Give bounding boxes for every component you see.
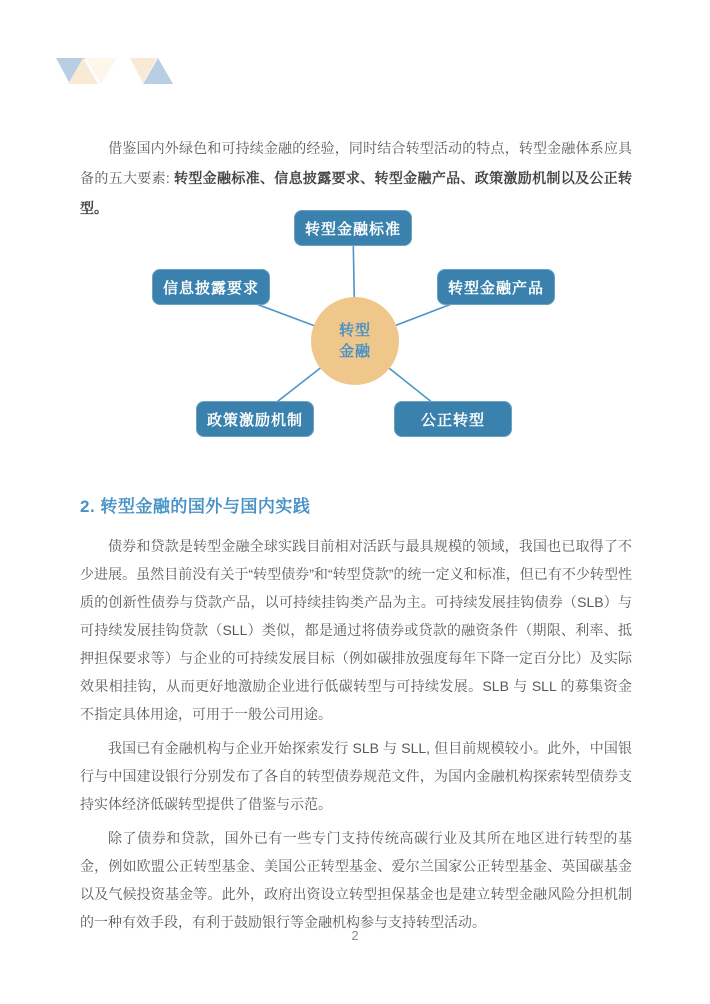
intro-text-bold: 转型金融标准、信息披露要求、转型金融产品、政策激励机制以及公正转型。 xyxy=(80,170,632,216)
node-label: 信息披露要求 xyxy=(162,279,259,297)
node-label: 政策激励机制 xyxy=(206,411,303,429)
diagram-node-standards xyxy=(294,210,412,246)
node-label: 转型金融产品 xyxy=(447,279,544,297)
hub-label-line1: 转型 xyxy=(338,322,371,339)
section-heading: 2. 转型金融的国外与国内实践 xyxy=(80,497,311,516)
diagram-node-policy xyxy=(196,401,314,437)
body-paragraph: 除了债券和贷款，国外已有一些专门支持传统高碳行业及其所在地区进行转型的基金，例如欧盟公正转型基金、美国公正转型基金、爱尔兰国家公正转型基金、英国碳基金以及气候投资基金等。此外，政府出资设立转型担保基金也是建立转型金融风险分担机制的一种有效手段，有利于鼓励银行等金融机构参与支持转型活动。 xyxy=(80,830,632,930)
body-paragraph: 债券和贷款是转型金融全球实践目前相对活跃与最具规模的领域，我国也已取得了不少进展。虽然目前没有关于“转型债券”和“转型贷款”的统一定义和标准，但已有不少转型性质的创新性债券与贷款产品，以可持续挂钩类产品为主。可持续发展挂钩债券（SLB）与可持续发展挂钩贷款（SLL）类似，都是通过将债券或贷款的融资条件（期限、利率、抵押担保要求等）与企业的可持续发展目标（例如碳排放强度每年下降一定百分比）及实际效果相挂钩，从而更好地激励企业进行低碳转型与可持续发展。SLB 与 SLL 的募集资金不指定具体用途，可用于一般公司用途。 xyxy=(80,538,632,722)
diagram-node-products xyxy=(437,269,555,305)
triangles-logo-icon xyxy=(54,56,176,86)
transition-finance-diagram xyxy=(0,200,710,455)
body-paragraph: 我国已有金融机构与企业开始探索发行 SLB 与 SLL, 但目前规模较小。此外，中国银行与中国建设银行分别发布了各自的转型债券规范文件，为国内金融机构探索转型债券支持实体经济低碳转型提供了借鉴与示范。 xyxy=(80,740,632,812)
intro-text-normal: 借鉴国内外绿色和可持续金融的经验，同时结合转型活动的特点，转型金融体系应具备的五大要素: xyxy=(80,140,632,186)
diagram-node-disclosure xyxy=(152,269,270,305)
page-number: 2 xyxy=(351,928,359,943)
diagram-hub-circle xyxy=(311,297,399,385)
hub-label-line2: 金融 xyxy=(338,343,371,360)
node-label: 转型金融标准 xyxy=(304,220,401,238)
diagram-node-just-transition xyxy=(394,401,512,437)
body-text-column xyxy=(80,532,632,942)
node-label: 公正转型 xyxy=(420,411,485,429)
